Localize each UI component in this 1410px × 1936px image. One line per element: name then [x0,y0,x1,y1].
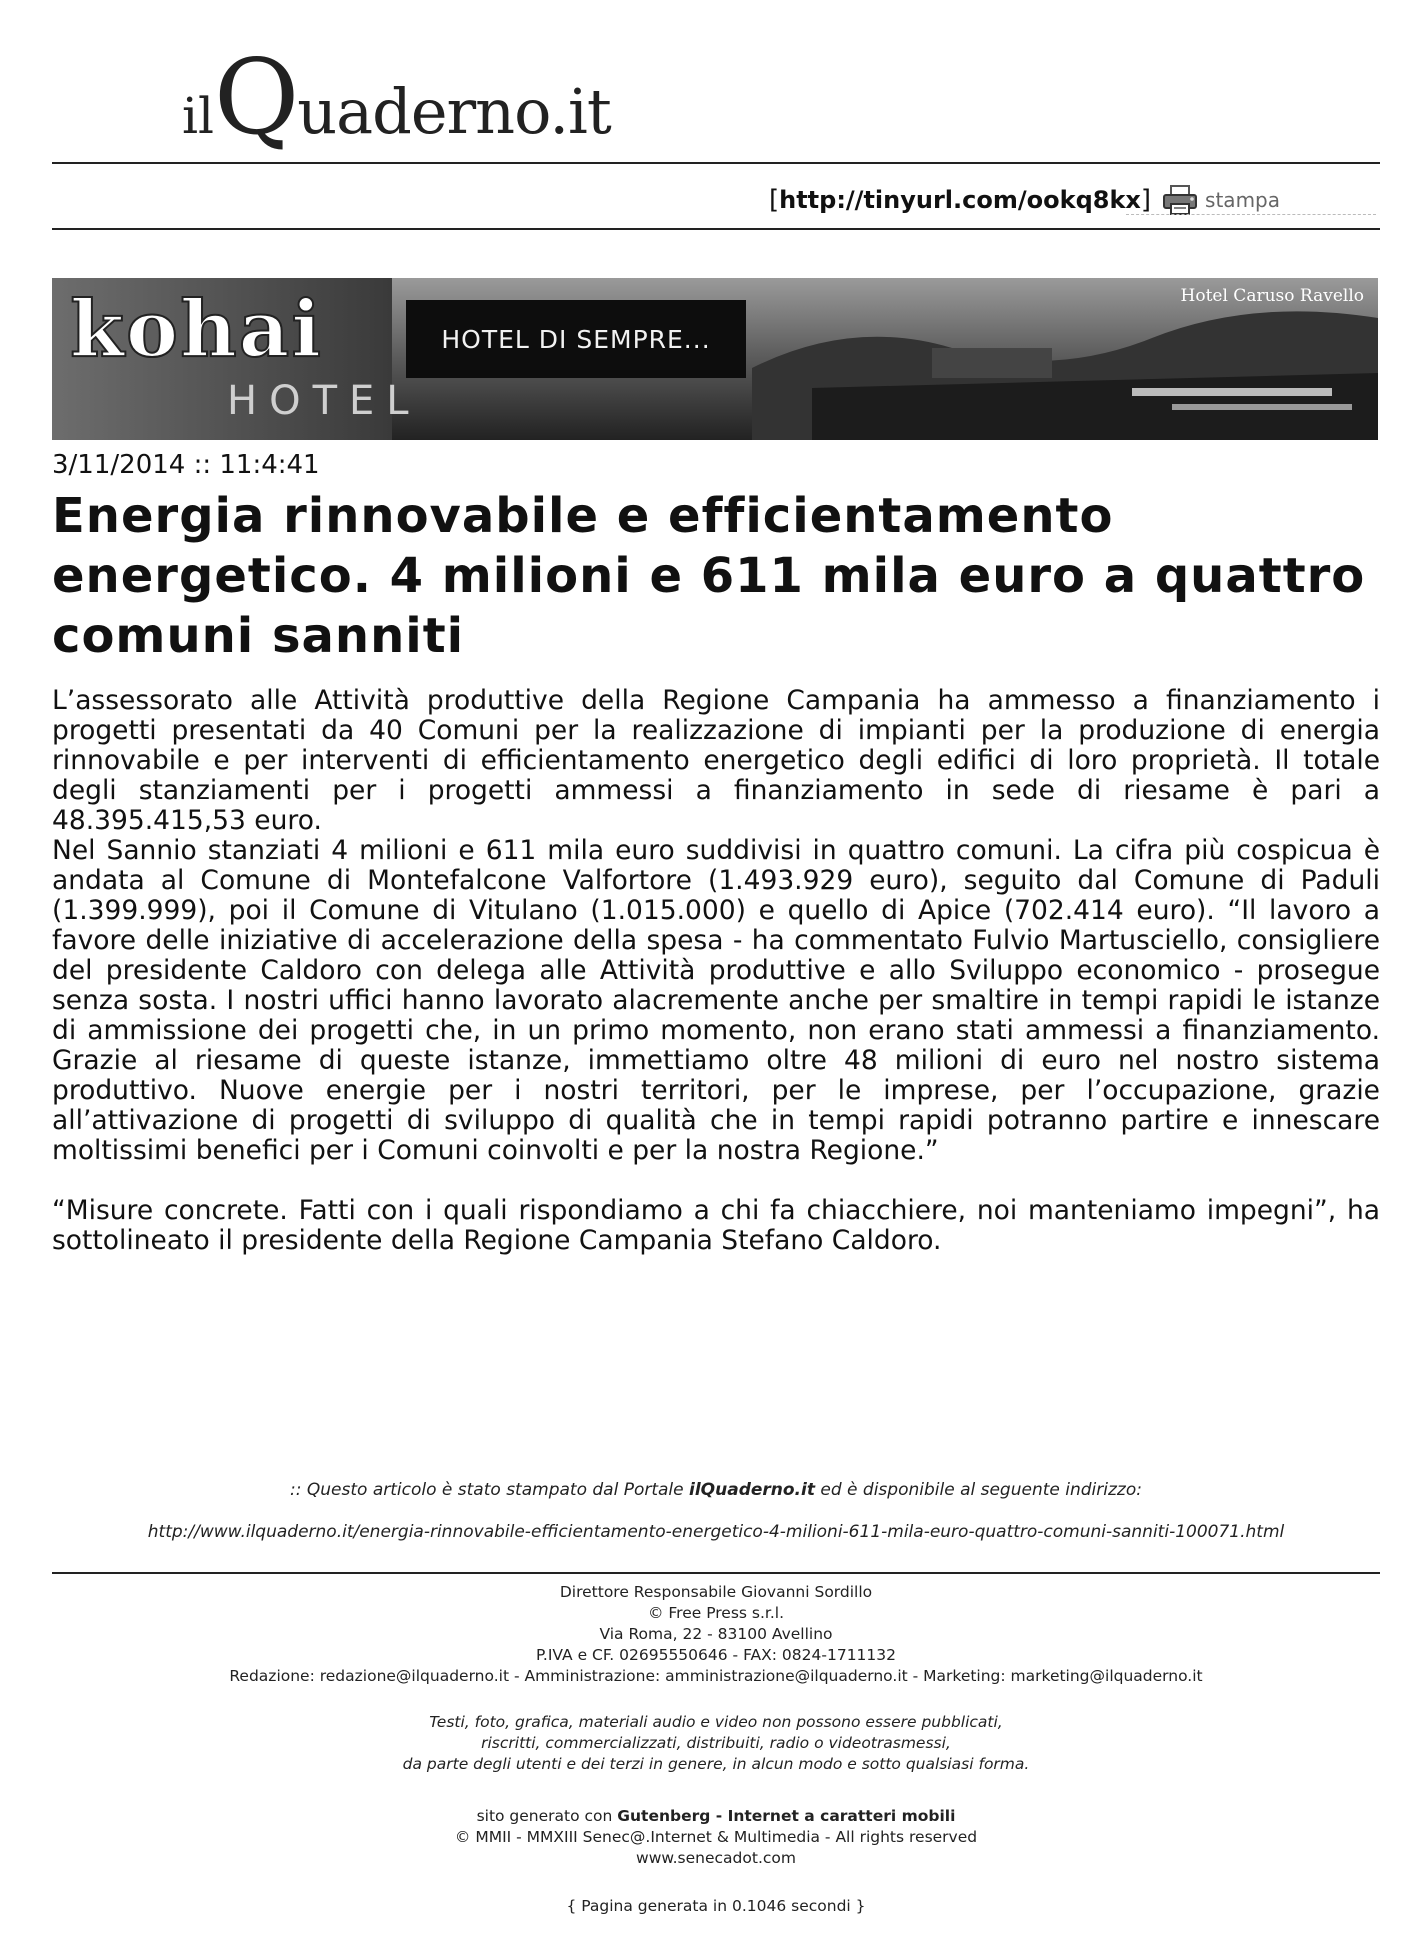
header-top-rule [52,162,1380,164]
print-button[interactable] [1161,184,1280,216]
footer-generated-before: sito generato con [476,1807,618,1825]
footer-generated-line [52,1806,1380,1827]
short-url-text: http://tinyurl.com/ookq8kx [779,186,1141,214]
footer-tax: P.IVA e CF. 02695550646 - FAX: 0824-1711132 [536,1646,896,1664]
footer-timing: { Pagina generata in 0.1046 secondi } [566,1897,866,1915]
footer-credits [52,1582,1380,1687]
footer-site-link[interactable]: www.senecadot.com [636,1849,796,1867]
print-note-after: ed è disponibile al seguente indirizzo: [814,1480,1142,1500]
header-bottom-rule [52,228,1380,230]
print-note [52,1480,1380,1500]
article-timestamp: 3/11/2014 :: 11:4:41 [52,450,320,480]
print-divider [1126,214,1376,215]
banner-brand: kohai [70,284,323,375]
site-logo[interactable] [182,36,611,158]
footer-address: Via Roma, 22 - 83100 Avellino [599,1625,833,1643]
bracket-open: [ [768,185,780,215]
banner-slogan-box [406,300,746,378]
footer-legal-line: riscritti, commercializzati, distribuiti, radio o videotrasmessi, [481,1734,951,1752]
print-note-brand: ilQuaderno.it [689,1480,815,1500]
footer-legal-line: da parte degli utenti e dei terzi in genere, in alcun modo e sotto qualsiasi forma. [402,1755,1030,1773]
footer-generator-brand[interactable]: Gutenberg - Internet a caratteri mobili [617,1807,956,1825]
banner-hotel-name: Hotel Caruso Ravello [1180,286,1364,306]
print-label: stampa [1205,188,1280,212]
article-headline: Energia rinnovabile e efficientamento energetico. 4 milioni e 611 mila euro a quattro comuni sanniti [52,488,1366,664]
article-url-link[interactable]: http://www.ilquaderno.it/energia-rinnovabile-efficientamento-energetico-4-milioni-611-mila-euro-quattro-comuni-sanniti-100071.html [147,1522,1285,1542]
article-paragraph: L’assessorato alle Attività produttive della Regione Campania ha ammesso a finanziamento i progetti presentati da 40 Comuni per la realizzazione di impianti per la produzione di energia rinnovabile e per interventi di efficientamento energetico degli edifici di loro proprietà. Il totale degli stanziamenti per i progetti ammessi a finanziamento in sede di riesame è pari a 48.395.415,53 euro. [52,685,1380,836]
logo-q: Q [213,36,298,158]
footer-generator [52,1806,1380,1869]
article-paragraph: Nel Sannio stanziati 4 milioni e 611 mila euro suddivisi in quattro comuni. La cifra più cospicua è andata al Comune di Montefalcone Valfortore (1.493.929 euro), seguito dal Comune di Paduli (1.399.999), poi il Comune di Vitulano (1.015.000) e quello di Apice (702.414 euro). “Il lavoro a favore delle iniziative di accelerazione della spesa - ha commentato Fulvio Martusciello, consigliere del presidente Caldoro con delega alle Attività produttive e allo Sviluppo economico - prosegue senza sosta. I nostri uffici hanno lavorato alacremente anche per smaltire in tempi rapidi le istanze di ammissione dei progetti che, in un primo momento, non erano stati ammessi a finanziamento. Grazie al riesame di queste istanze, immettiamo oltre 48 milioni di euro nel nostro sistema produttivo. Nuove energie per i nostri territori, per le imprese, per l’occupazione, grazie all’attivazione di progetti di sviluppo di qualità che in tempi rapidi potranno partire e innescare moltissimi benefici per i Comuni coinvolti e per la nostra Regione.” [52,835,1380,1166]
banner-slogan: HOTEL DI SEMPRE... [441,324,711,354]
print-note-before: :: Questo articolo è stato stampato dal Portale [290,1480,690,1500]
footer-copyright: © MMII - MMXIII Senec@.Internet & Multimedia - All rights reserved [454,1828,978,1846]
bracket-close: ] [1140,185,1152,215]
hotel-banner-ad[interactable] [52,278,1378,440]
short-url[interactable] [769,185,1151,215]
footer-director: Direttore Responsabile Giovanni Sordillo [559,1583,873,1601]
logo-il: il [182,87,214,145]
footer-rule [52,1572,1380,1574]
footer-contacts: Redazione: redazione@ilquaderno.it - Amministrazione: amministrazione@ilquaderno.it - Marketing: marketing@ilquaderno.it [229,1667,1203,1685]
printer-icon [1161,184,1201,216]
footer-publisher: © Free Press s.r.l. [647,1604,785,1622]
footer-legal-line: Testi, foto, grafica, materiali audio e video non possono essere pubblicati, [429,1713,1003,1731]
article-paragraph: “Misure concrete. Fatti con i quali rispondiamo a chi fa chiacchiere, noi manteniamo impegni”, ha sottolineato il presidente della Regione Campania Stefano Caldoro. [52,1195,1380,1256]
banner-hotel-word: HOTEL [227,378,421,424]
article-body [52,686,1380,1256]
logo-rest: uaderno.it [297,75,611,148]
footer-legal [52,1712,1380,1775]
